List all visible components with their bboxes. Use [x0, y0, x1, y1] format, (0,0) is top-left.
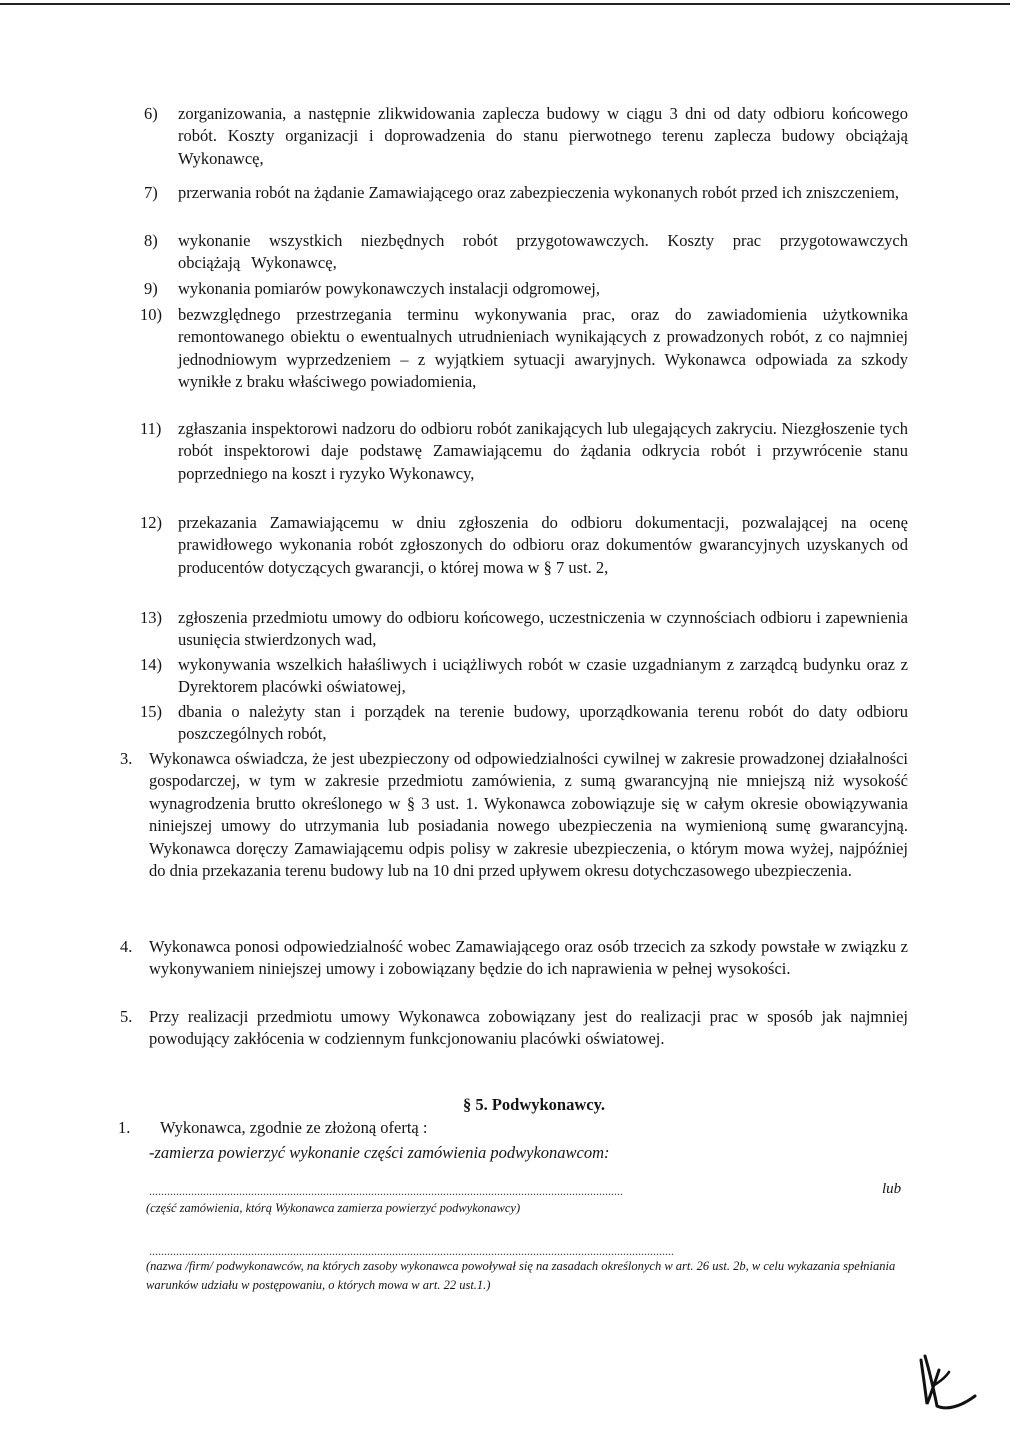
paragraph-number: 4. [120, 937, 133, 956]
fill-in-line-1: .............................................................................................................................................................. [149, 1184, 623, 1198]
paragraph-number: 5. [120, 1007, 133, 1026]
list-item-text: wykonanie wszystkich niezbędnych robót przygotowawczych. Koszty prac przygotowawczych obciążają Wykonawcę, [178, 231, 908, 273]
paragraph-3 [120, 748, 908, 882]
list-item-number: 13) [140, 608, 162, 627]
list-item-text: przerwania robót na żądanie Zamawiającego oraz zabezpieczenia wykonanych robót przed ich zniszczeniem, [178, 183, 900, 202]
fill-in-line-suffix: lub [882, 1181, 902, 1197]
list-item-text: wykonywania wszelkich hałaśliwych i uciążliwych robót w czasie uzgadnianym z zarządcą budynku oraz z Dyrektorem placówki oświatowej, [178, 655, 908, 697]
list-item-9 [144, 278, 908, 300]
paragraph-number: 3. [120, 749, 133, 768]
paragraph-text: Wykonawca, zgodnie ze złożoną ofertą : [160, 1118, 428, 1137]
list-item-text: przekazania Zamawiającemu w dniu zgłoszenia do odbioru dokumentacji, pozwalającej na ocenę prawidłowego wykonania robót zgłoszonych do odbioru oraz dokumentów gwarancyjnych uzyskanych od producentów dotyczących gwarancji, o której mowa w § 7 ust. 2, [178, 513, 908, 577]
section5-point-1 [118, 1117, 428, 1139]
top-border-line [0, 3, 1010, 5]
list-item-13 [140, 607, 908, 652]
section5-subpoint: -zamierza powierzyć wykonanie części zamówienia podwykonawcom: [149, 1143, 610, 1162]
list-item-11 [140, 418, 908, 485]
list-item-number: 6) [144, 104, 158, 123]
paragraph-text: Przy realizacji przedmiotu umowy Wykonawca zobowiązany jest do realizacji prac w sposób jak najmniej powodujący zakłócenia w codziennym funkcjonowaniu placówki oświatowej. [149, 1007, 908, 1049]
list-item-number: 14) [140, 655, 162, 674]
fill-in-caption-1: (część zamówienia, którą Wykonawca zamierza powierzyć podwykonawcy) [146, 1201, 521, 1215]
list-item-number: 12) [140, 513, 162, 532]
list-item-number: 11) [140, 419, 162, 438]
paragraph-number: 1. [118, 1118, 131, 1137]
list-item-10 [140, 304, 908, 394]
fill-in-caption-2: (nazwa /firm/ podwykonawców, na których zasoby wykonawca powoływał się na zasadach określonych w art. 26 ust. 2b, w celu wykazania spełniania warunków udziału w postępowaniu, o których mowa w art. 22 ust.1.) [146, 1259, 896, 1292]
handwritten-initials-signature [915, 1352, 983, 1416]
list-item-number: 7) [144, 183, 158, 202]
list-item-number: 8) [144, 231, 158, 250]
paragraph-5 [120, 1006, 908, 1051]
section-heading: § 5. Podwykonawcy. [462, 1095, 606, 1114]
list-item-15 [140, 701, 908, 746]
list-item-number: 9) [144, 279, 158, 298]
list-item-number: 10) [140, 305, 162, 324]
list-item-12 [140, 512, 908, 579]
list-item-text: bezwzględnego przestrzegania terminu wykonywania prac, oraz do zawiadomienia użytkownika remontowanego obiektu o ewentualnych utrudnieniach wynikających z prowadzonych robót, z co najmniej jednodniowym wyprzedzeniem – z wyjątkiem sytuacji awaryjnych. Wykonawca odpowiada za szkody wynikłe z braku właściwego powiadomienia, [178, 305, 908, 392]
paragraph-text: Wykonawca oświadcza, że jest ubezpieczony od odpowiedzialności cywilnej w zakresie prowadzonej działalności gospodarczej, w tym w zakresie przedmiotu zamówienia, z sumą gwarancyjną nie mniejszą niż wysokość wynagrodzenia brutto określonego w § 3 ust. 1. Wykonawca zobowiązuje się w całym okresie obowiązywania niniejszej umowy do utrzymania lub posiadania nowego ubezpieczenia na wymienioną sumę gwarancyjną. Wykonawca doręczy Zamawiającemu odpis polisy w zakresie ubezpieczenia, o którym mowa wyżej, najpóźniej do dnia przekazania terenu budowy lub na 10 dni przed upływem okresu dotychczasowego ubezpieczenia. [149, 749, 908, 881]
list-item-text: zgłaszania inspektorowi nadzoru do odbioru robót zanikających lub ulegających zakryciu. Niezgłoszenie tych robót inspektorowi daje podstawę Zamawiającemu do żądania odkrycia robót i przywrócenie stanu poprzedniego na koszt i ryzyko Wykonawcy, [178, 419, 908, 483]
fill-in-line-2: ............................................................................................................................................................................... [149, 1244, 674, 1258]
paragraph-text: Wykonawca ponosi odpowiedzialność wobec Zamawiającego oraz osób trzecich za szkody powstałe w związku z wykonywaniem niniejszej umowy i zobowiązany będzie do ich naprawienia w pełnej wysokości. [149, 937, 908, 979]
list-item-text: dbania o należyty stan i porządek na terenie budowy, uporządkowania terenu robót do daty odbioru poszczególnych robót, [178, 702, 908, 744]
list-item-7 [144, 182, 908, 204]
list-item-8 [144, 230, 908, 275]
list-item-text: zgłoszenia przedmiotu umowy do odbioru końcowego, uczestniczenia w czynnościach odbioru i zapewnienia usunięcia stwierdzonych wad, [178, 608, 908, 650]
list-item-text: zorganizowania, a następnie zlikwidowania zaplecza budowy w ciągu 3 dni od daty odbioru końcowego robót. Koszty organizacji i doprowadzenia do stanu pierwotnego terenu zaplecza budowy obciążają Wykonawcę, [178, 104, 908, 168]
paragraph-4 [120, 936, 908, 981]
list-item-text: wykonania pomiarów powykonawczych instalacji odgromowej, [178, 279, 601, 298]
list-item-number: 15) [140, 702, 162, 721]
list-item-14 [140, 654, 908, 699]
list-item-6 [144, 103, 908, 170]
